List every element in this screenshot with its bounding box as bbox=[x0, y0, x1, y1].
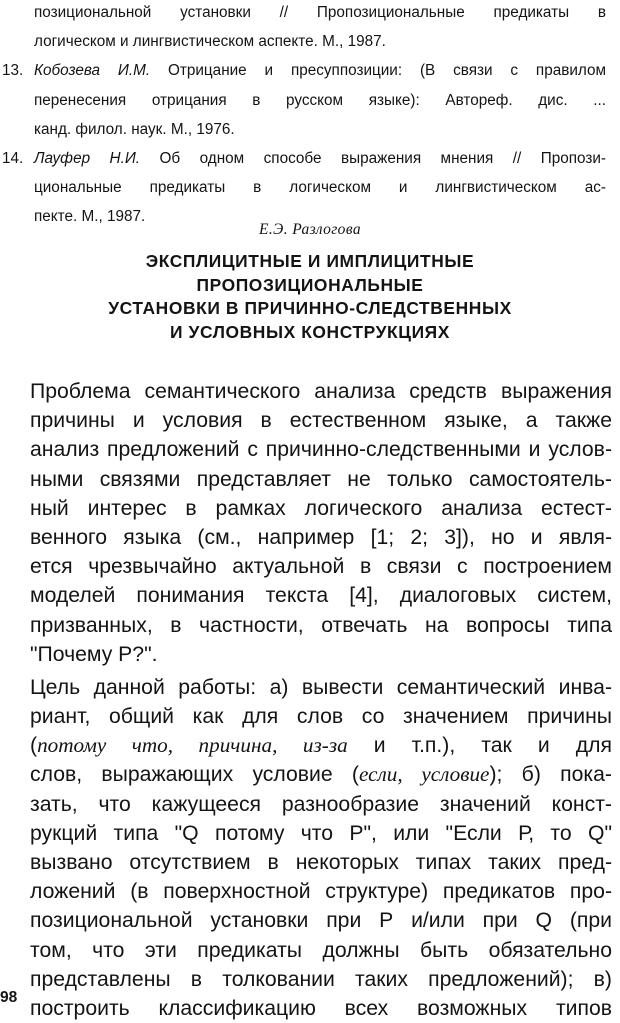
body-line: Цель данной работы: а) вывести семантический инва- bbox=[30, 675, 612, 699]
reference-number: 13. bbox=[2, 62, 24, 80]
body-line: ется чрезвычайно актуальной в связи с построением bbox=[30, 555, 612, 579]
reference-author: Лауфер Н.И. bbox=[34, 149, 141, 167]
article-body bbox=[30, 377, 612, 1023]
title-line: ЭКСПЛИЦИТНЫЕ И ИМПЛИЦИТНЫЕ bbox=[145, 251, 475, 271]
paragraph-2 bbox=[30, 673, 612, 1023]
body-line: ложений (в поверхностной структуре) предикатов про- bbox=[30, 880, 612, 904]
body-line: моделей понимания текста [4], диалоговых систем, bbox=[30, 584, 612, 608]
reference-line: циональные предикаты в логическом и лингвистическом ас- bbox=[34, 179, 606, 197]
reference-line bbox=[34, 60, 606, 89]
italic-term: если, условие bbox=[359, 762, 490, 787]
body-line: риант, общий как для слов со значением причины bbox=[30, 705, 612, 729]
body-line: ными связями представляет не только самостоятель- bbox=[30, 467, 612, 491]
reference-line: логическом и лингвистическом аспекте. М., 1987. bbox=[34, 33, 386, 51]
reference-line bbox=[34, 148, 606, 177]
body-line: рукций типа "Q потому что Р", или "Если Р, то Q" bbox=[30, 821, 612, 845]
text-run: слов, выражающих условие ( bbox=[30, 763, 359, 787]
references-list bbox=[2, 2, 606, 236]
reference-number: 14. bbox=[2, 149, 24, 167]
body-line: венного языка (см., например [1; 2; 3]), но и явля- bbox=[30, 525, 612, 549]
reference-line: позициональной установки // Пропозициональные предикаты в bbox=[34, 4, 606, 21]
text-run: и т.п.), так и для bbox=[347, 734, 612, 758]
reference-text: Отрицание и пресуппозиции: (В связи с правилом bbox=[167, 62, 606, 80]
paragraph-1 bbox=[30, 377, 612, 669]
body-line: вызвано отсутствием в некоторых типах таких пред- bbox=[30, 851, 612, 874]
reference-13 bbox=[2, 60, 606, 148]
body-line: анализ предложений с причинно-следственными и услов- bbox=[30, 438, 612, 462]
body-line: построить классификацию всех возможных типов bbox=[30, 996, 612, 1020]
article-author: Е.Э. Разлогова bbox=[259, 221, 361, 238]
title-line: УСТАНОВКИ В ПРИЧИННО-СЛЕДСТВЕННЫХ bbox=[108, 298, 512, 318]
page-number: 98 bbox=[0, 989, 18, 1006]
body-line bbox=[30, 731, 612, 760]
body-line: представлены в толковании таких предложений); в) bbox=[30, 967, 612, 991]
title-line: И УСЛОВНЫХ КОНСТРУКЦИЯХ bbox=[170, 321, 450, 342]
text-run: ); б) пока- bbox=[489, 763, 612, 787]
body-line: призванных, в частности, отвечать на вопросы типа bbox=[30, 613, 612, 637]
body-line: "Почему Р?". bbox=[30, 642, 158, 666]
body-line: ный интерес в рамках логического анализа естест- bbox=[30, 496, 612, 520]
body-line: позициональной установки при Р и/или при Q (при bbox=[30, 909, 612, 933]
reference-continued bbox=[14, 2, 606, 60]
body-line: причины и условия в естественном языке, а также bbox=[30, 409, 612, 433]
text-run: ( bbox=[30, 734, 38, 758]
body-line: зать, что кажущееся разнообразие значений конст- bbox=[30, 792, 612, 816]
body-line: том, что эти предикаты должны быть обязательно bbox=[30, 938, 612, 962]
article-title bbox=[0, 250, 620, 344]
reference-author: Кобозева И.М. bbox=[34, 62, 151, 80]
reference-text: Об одном способе выражения мнения // Пропози- bbox=[159, 149, 606, 167]
reference-line: пекте. М., 1987. bbox=[34, 208, 146, 226]
body-line bbox=[30, 760, 612, 789]
body-line: Проблема семантического анализа средств выражения bbox=[30, 380, 612, 403]
reference-line: канд. филол. наук. М., 1976. bbox=[34, 120, 235, 138]
italic-term: потому что, причина, из-за bbox=[37, 733, 348, 758]
title-line: ПРОПОЗИЦИОНАЛЬНЫЕ bbox=[196, 274, 424, 295]
reference-line: перенесения отрицания в русском языке): Автореф. дис. ... bbox=[34, 91, 606, 109]
